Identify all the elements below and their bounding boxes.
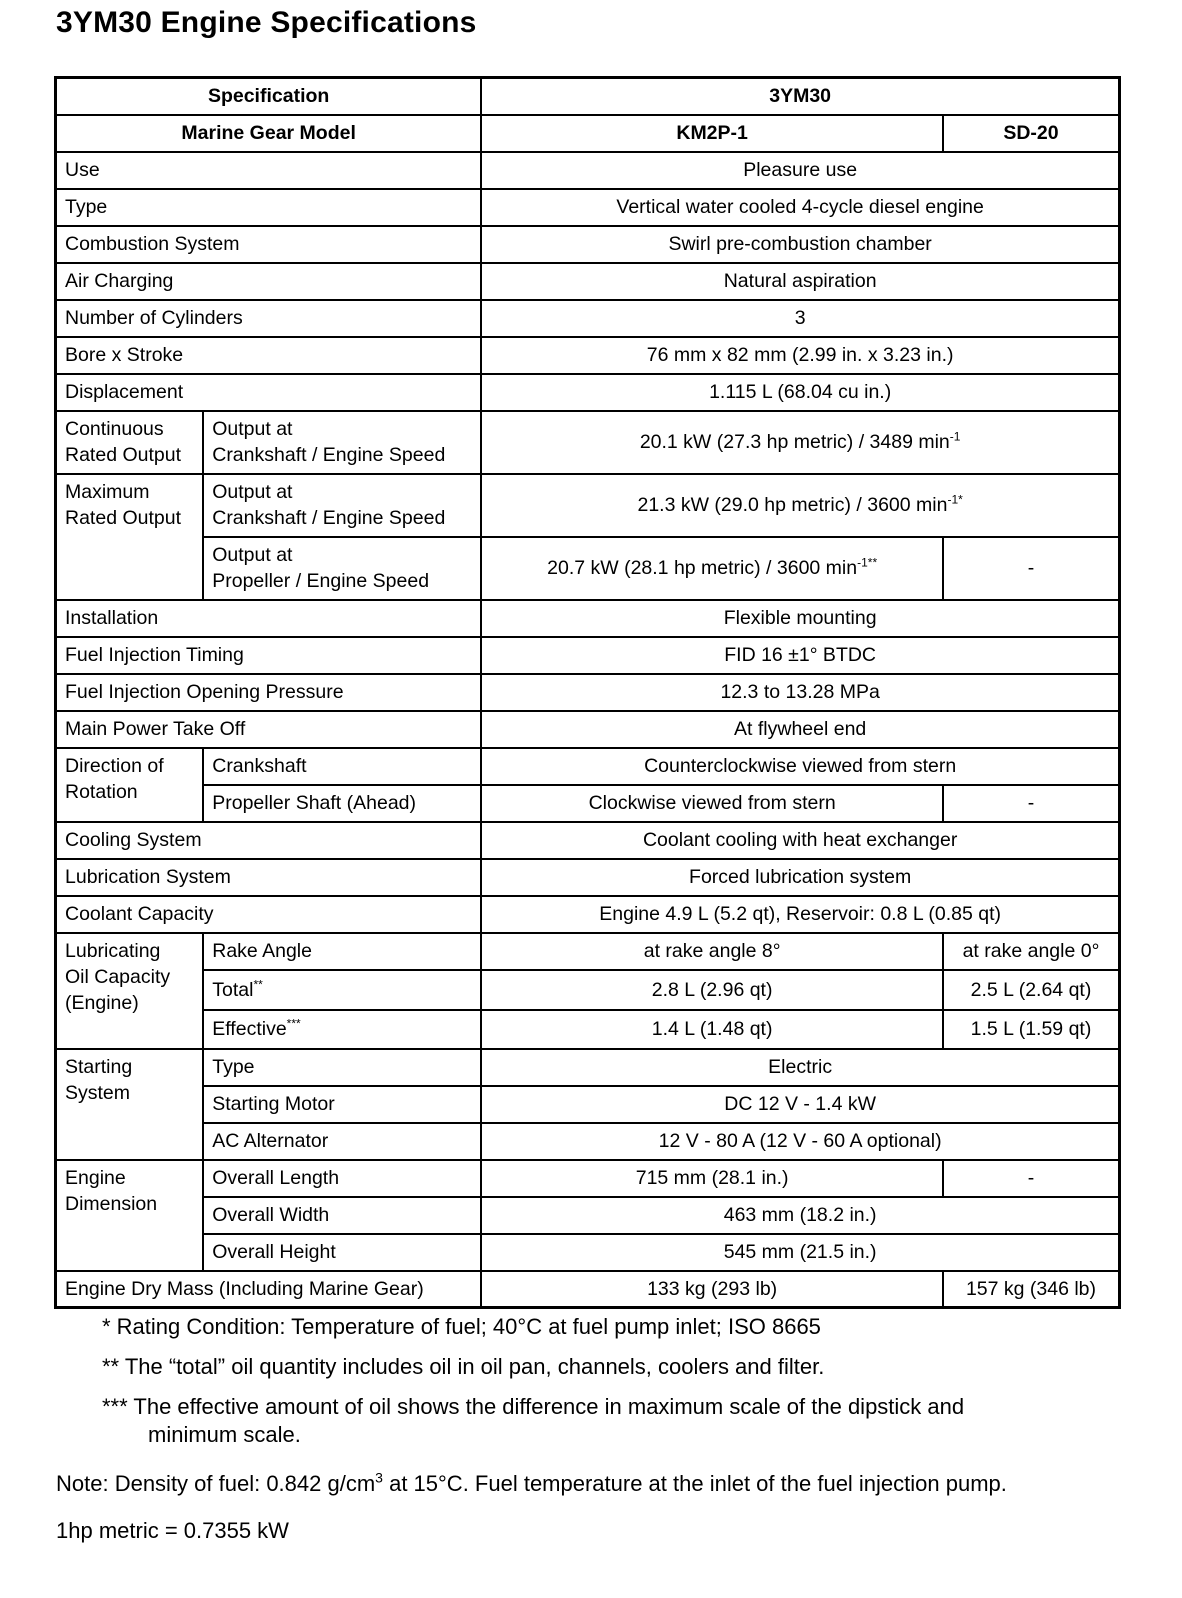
table-row [56,411,1120,474]
table-row [56,300,1120,337]
footnote-total-oil: ** The “total” oil quantity includes oil in oil pan, channels, coolers and filter. [102,1354,825,1379]
table-row [56,1234,1120,1271]
footnotes [102,1313,964,1461]
table-row [56,537,1120,600]
row-value: 1.4 L (1.48 qt) [481,1010,943,1049]
sub-label: Propeller Shaft (Ahead) [203,785,481,822]
row-value: 76 mm x 82 mm (2.99 in. x 3.23 in.) [481,337,1119,374]
row-value: at rake angle 8° [481,933,943,970]
table-header-row [56,78,1120,115]
row-value: Coolant cooling with heat exchanger [481,822,1119,859]
gear-label: Marine Gear Model [56,115,482,152]
row-label: Fuel Injection Opening Pressure [56,674,482,711]
table-row [56,1049,1120,1086]
sub-label: AC Alternator [203,1123,481,1160]
row-value-b: 1.5 L (1.59 qt) [943,1010,1120,1049]
conversion-note: 1hp metric = 0.7355 kW [56,1518,289,1543]
table-row [56,896,1120,933]
row-value-b: 2.5 L (2.64 qt) [943,970,1120,1010]
spec-header: Specification [56,78,482,115]
row-value: 12 V - 80 A (12 V - 60 A optional) [481,1123,1119,1160]
sub-label: Output at Crankshaft / Engine Speed [203,411,481,474]
row-value: 3 [481,300,1119,337]
row-value: 133 kg (293 lb) [481,1271,943,1308]
table-row [56,337,1120,374]
row-value: FID 16 ±1° BTDC [481,637,1119,674]
row-value-b: - [943,785,1120,822]
row-value: 463 mm (18.2 in.) [481,1197,1119,1234]
row-value: At flywheel end [481,711,1119,748]
group-label: Engine Dimension [56,1160,204,1271]
table-row [56,600,1120,637]
footnote-rating: * Rating Condition: Temperature of fuel; 40°C at fuel pump inlet; ISO 8665 [102,1314,821,1339]
sub-label: Crankshaft [203,748,481,785]
table-row [56,1271,1120,1308]
row-value: Swirl pre-combustion chamber [481,226,1119,263]
row-value: 2.8 L (2.96 qt) [481,970,943,1010]
table-row [56,859,1120,896]
table-row [56,1160,1120,1197]
row-value: DC 12 V - 1.4 kW [481,1086,1119,1123]
group-label: Starting System [56,1049,204,1160]
row-value: Forced lubrication system [481,859,1119,896]
table-row [56,1010,1120,1049]
group-label: Lubricating Oil Capacity (Engine) [56,933,204,1049]
table-row [56,970,1120,1010]
gear-header-row [56,115,1120,152]
row-label: Type [56,189,482,226]
row-value: Vertical water cooled 4-cycle diesel engine [481,189,1119,226]
row-value: 20.1 kW (27.3 hp metric) / 3489 $\min^{-1}$ [481,411,1119,474]
group-label: Continuous Rated Output [56,411,204,474]
model-header: 3YM30 [481,78,1119,115]
row-label: Engine Dry Mass (Including Marine Gear) [56,1271,482,1308]
table-row [56,1123,1120,1160]
row-value: Electric [481,1049,1119,1086]
row-value: 715 mm (28.1 in.) [481,1160,943,1197]
row-label: Bore x Stroke [56,337,482,374]
row-label: Combustion System [56,226,482,263]
row-label: Air Charging [56,263,482,300]
row-label: Number of Cylinders [56,300,482,337]
row-value: 12.3 to 13.28 MPa [481,674,1119,711]
sub-label: Effective*** [203,1010,481,1049]
table-row [56,637,1120,674]
sub-label: Output at Crankshaft / Engine Speed [203,474,481,537]
row-value-b: - [943,1160,1120,1197]
table-row [56,711,1120,748]
group-label: Maximum Rated Output [56,474,204,600]
row-label: Use [56,152,482,189]
row-value-b: 157 kg (346 lb) [943,1271,1120,1308]
table-row [56,785,1120,822]
row-label: Displacement [56,374,482,411]
row-value: 20.7 kW (28.1 hp metric) / 3600 $\min^{-1**}$ [481,537,943,600]
row-label: Lubrication System [56,859,482,896]
density-note: Note: Density of fuel: 0.842 $g/cm^3$ at 15°C. Fuel temperature at the inlet of the fuel injection pump. [56,1469,1007,1496]
row-label: Installation [56,600,482,637]
row-label: Cooling System [56,822,482,859]
row-value-b: - [943,537,1120,600]
table-row [56,263,1120,300]
sub-label: Type [203,1049,481,1086]
table-row [56,152,1120,189]
table-row [56,1086,1120,1123]
row-value: 1.115 L (68.04 cu in.) [481,374,1119,411]
group-label: Direction of Rotation [56,748,204,822]
sub-label: Output at Propeller / Engine Speed [203,537,481,600]
table-row [56,748,1120,785]
footnote-effective-oil: *** The effective amount of oil shows the difference in maximum scale of the dipstick and minimum scale. [102,1394,965,1447]
row-value: Natural aspiration [481,263,1119,300]
sub-label: Total** [203,970,481,1010]
gear-b: SD-20 [943,115,1120,152]
sub-label: Overall Width [203,1197,481,1234]
row-value: Flexible mounting [481,600,1119,637]
row-value-b: at rake angle 0° [943,933,1120,970]
row-label: Coolant Capacity [56,896,482,933]
row-value: Counterclockwise viewed from stern [481,748,1119,785]
row-value: Pleasure use [481,152,1119,189]
gear-a: KM2P-1 [481,115,943,152]
row-value: Engine 4.9 L (5.2 qt), Reservoir: 0.8 L (0.85 qt) [481,896,1119,933]
row-label: Fuel Injection Timing [56,637,482,674]
spec-table [54,76,1121,1309]
table-row [56,374,1120,411]
sub-label: Overall Height [203,1234,481,1271]
sub-label: Overall Length [203,1160,481,1197]
table-row [56,822,1120,859]
row-label: Main Power Take Off [56,711,482,748]
row-value: Clockwise viewed from stern [481,785,943,822]
sub-label: Starting Motor [203,1086,481,1123]
row-value: 21.3 kW (29.0 hp metric) / 3600 $\min^{-1*}$ [481,474,1119,537]
table-row [56,1197,1120,1234]
sub-label: Rake Angle [203,933,481,970]
table-row [56,189,1120,226]
row-value: 545 mm (21.5 in.) [481,1234,1119,1271]
table-row [56,474,1120,537]
table-row [56,226,1120,263]
table-row [56,674,1120,711]
table-row [56,933,1120,970]
page-title: 3YM30 Engine Specifications [56,6,477,39]
